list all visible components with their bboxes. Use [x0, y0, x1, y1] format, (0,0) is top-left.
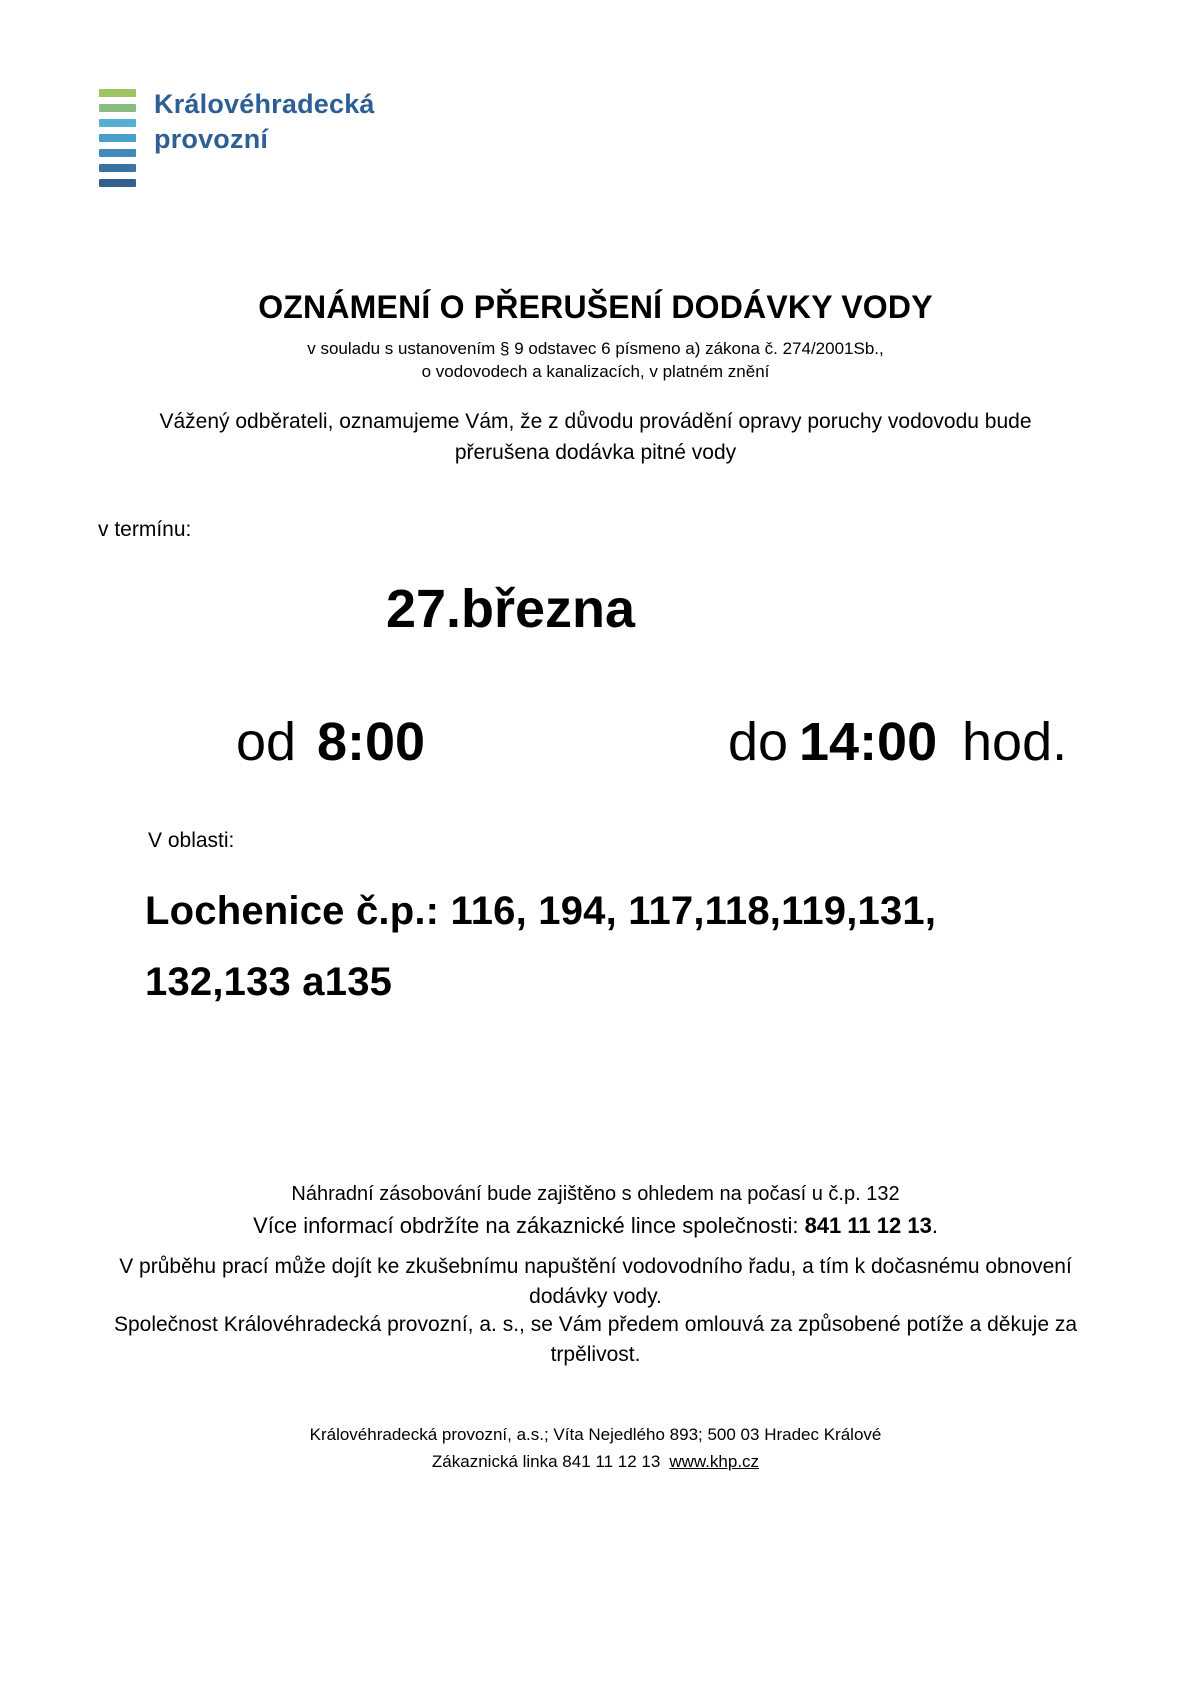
term-label: v termínu:: [98, 518, 192, 541]
company-name: [154, 87, 375, 194]
legal-reference-line2: o vodovodech a kanalizacích, v platném znění: [421, 362, 770, 381]
hour-suffix: hod.: [962, 712, 1068, 772]
legal-reference: [0, 337, 1191, 383]
intro-line1: Vážený odběrateli, oznamujeme Vám, že z důvodu provádění opravy poruchy vodovodu bude: [159, 410, 1032, 433]
testing-note: [0, 1252, 1191, 1312]
outage-date-text: 27.března: [385, 579, 636, 639]
affected-area: [145, 876, 936, 1018]
from-time: 8:00: [317, 712, 426, 772]
logo-bar: [99, 149, 136, 157]
logo-bar: [99, 119, 136, 127]
testing-note-line1: V průběhu prací může dojít ke zkušebnímu napuštění vodovodního řadu, a tím k dočasnému obnovení: [119, 1255, 1072, 1278]
footer-hotline: Zákaznická linka 841 11 12 13: [431, 1452, 661, 1471]
affected-area-line1: Lochenice č.p.: 116, 194, 117,118,119,131,: [145, 889, 937, 933]
footer: [0, 1421, 1191, 1475]
intro-line2: přerušena dodávka pitné vody: [454, 441, 737, 464]
hotline-number: 841 11 12 13: [804, 1213, 932, 1238]
website-link[interactable]: www.khp.cz: [669, 1452, 760, 1471]
footer-address: Královéhradecká provozní, a.s.; Víta Nejedlého 893; 500 03 Hradec Králové: [309, 1425, 882, 1444]
from-label: od: [236, 712, 297, 772]
logo-bars-icon: [99, 86, 136, 194]
to-label: do: [728, 712, 789, 772]
notice-title: OZNÁMENÍ O PŘERUŠENÍ DODÁVKY VODY: [258, 289, 933, 325]
testing-note-line2: dodávky vody.: [529, 1285, 662, 1308]
affected-area-line2: 132,133 a135: [145, 960, 393, 1004]
info-line-suffix: .: [931, 1213, 938, 1238]
backup-supply-note: Náhradní zásobování bude zajištěno s ohledem na počasí u č.p. 132: [291, 1183, 900, 1205]
apology-note-line1: Společnost Královéhradecká provozní, a. s., se Vám předem omlouvá za způsobené potíže a děkuje za: [113, 1313, 1078, 1336]
info-line-prefix: Více informací obdržíte na zákaznické lince společnosti:: [253, 1213, 805, 1238]
outage-time-range: [0, 711, 1191, 783]
logo-bar: [99, 179, 136, 187]
company-name-line2: provozní: [154, 124, 269, 154]
outage-date: [0, 578, 1191, 640]
apology-note-line2: trpělivost.: [550, 1343, 641, 1366]
apology-note: [0, 1310, 1191, 1370]
logo-bar: [99, 164, 136, 172]
logo-bar: [99, 134, 136, 142]
logo-bar: [99, 89, 136, 97]
to-time: 14:00: [799, 712, 938, 772]
area-label: V oblasti:: [148, 829, 235, 852]
legal-reference-line1: v souladu s ustanovením § 9 odstavec 6 písmeno a) zákona č. 274/2001Sb.,: [307, 339, 884, 358]
header: [0, 289, 1191, 383]
info-line: [0, 1213, 1191, 1239]
logo-bar: [99, 104, 136, 112]
footer-contact: [0, 1448, 1191, 1475]
company-logo: [99, 86, 375, 194]
intro-paragraph: [0, 406, 1191, 468]
company-name-line1: Královéhradecká: [154, 89, 375, 119]
